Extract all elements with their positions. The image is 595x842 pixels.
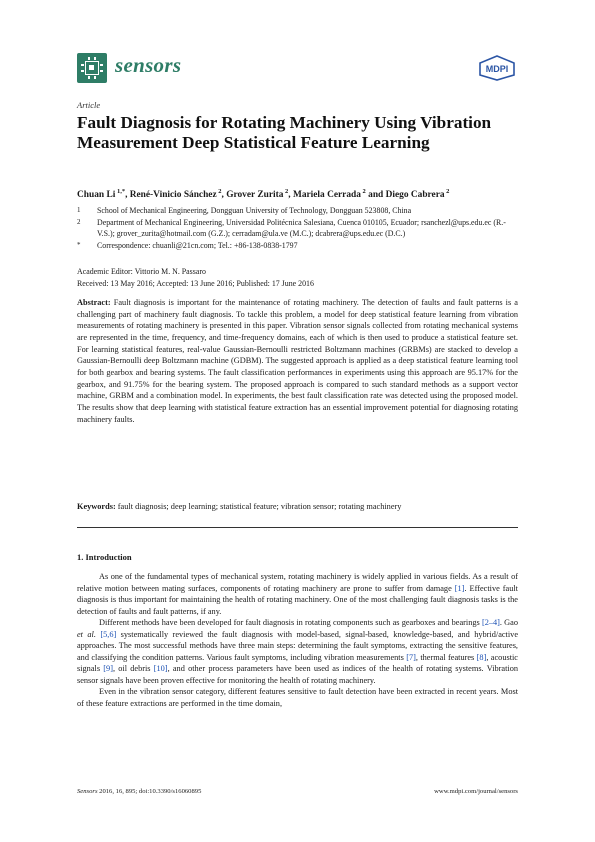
affiliation-item — [77, 217, 517, 240]
author-affiliation-mark: 2 — [360, 188, 366, 195]
body-paragraph: Even in the vibration sensor category, different features sensitive to fault detection have been extracted in recent years. Most of these feature extractions are performed in the time domain, — [77, 687, 518, 709]
citation-link[interactable]: [5,6] — [100, 629, 117, 639]
author-affiliation-mark: 2 — [444, 188, 450, 195]
affiliation-text: Correspondence: chuanli@21cn.com; Tel.: +86-138-0838-1797 — [97, 240, 298, 250]
sensors-logo-icon — [77, 53, 107, 83]
affiliation-item — [77, 240, 517, 252]
affiliation-text: School of Mechanical Engineering, Dongguan University of Technology, Dongguan 523808, China — [97, 206, 412, 215]
academic-editor: Academic Editor: Vittorio M. N. Passaro — [77, 267, 206, 276]
mdpi-logo-text: MDPI — [485, 64, 509, 74]
affiliation-text: Department of Mechanical Engineering, Universidad Politécnica Salesiana, Cuenca 010105, Ecuador; rsanchezl@ups.edu.ec (R.-V.S.); grover_zurita@hotmail.com (G.Z.); cerradam@ula.ve (M.C.); dcabrera@ups.edu.ec (D.C.) — [97, 217, 506, 239]
author-affiliation-mark: 2 — [216, 188, 222, 195]
affiliation-mark: 1 — [77, 206, 81, 214]
footer-doi: 2016, 16, 895; doi:10.3390/s16060895 — [97, 788, 202, 795]
citation-link[interactable]: [8] — [476, 652, 487, 662]
paper-title: Fault Diagnosis for Rotating Machinery Using Vibration Measurement Deep Statistical Feature Learning — [77, 113, 492, 152]
footer-citation — [77, 788, 201, 795]
mdpi-logo-icon — [477, 55, 517, 81]
keywords-label: Keywords: — [77, 502, 116, 511]
citation-link[interactable]: [1] — [454, 583, 465, 593]
affiliation-item — [77, 205, 517, 217]
footer-url: www.mdpi.com/journal/sensors — [434, 788, 518, 795]
citation-link[interactable]: [2–4] — [481, 618, 500, 628]
body-paragraph: Different methods have been developed for fault diagnosis in rotating components such as gearboxes and bearings [2–4]. Gao et al. [5,6] systematically reviewed the fault diagnosis with model-based, signal-based, knowledge-based, and hybrid/active approaches. The most successful methods have three main steps: determining the fault symptoms, extracting the sensitive features, and classifying the condition patterns. Various fault symptoms, including vibration measurements [7], thermal features [8], acoustic signals [9], oil debris [10], and other process parameters have been used as indices of the health of rotating systems. Vibration sensor signals have been proven effective for monitoring the health of rotating machinery. — [77, 618, 518, 685]
article-meta — [77, 266, 314, 289]
abstract-text: Fault diagnosis is important for the maintenance of rotating machinery. The detection of faults and fault patterns is a challenging part of machinery fault diagnosis. To tackle this problem, a model for deep statistical feature learning from vibration measurements of rotating machinery is presented in this paper. Vibration sensor signals collected from rotating mechanical systems are represented in the time, frequency, and time-frequency domains, each of which is then used to produce a statistical feature set. For learning statistical features, real-value Gaussian-Bernoulli restricted Boltzmann machines (GRBMs) are stacked to develop a Gaussian-Bernoulli deep Boltzmann machine (GDBM). The suggested approach is applied as a deep statistical feature learning tool for both gearbox and bearing systems. The fault classification performances in experiments using this approach are 95.17% for the gearbox, and 91.75% for the bearing system. The proposed approach is compared to such standard methods as a support vector machine, GRBM and a combination model. In experiments, the best fault classification rate was detected using the proposed model. The results show that deep learning with statistical feature extraction has an essential improvement potential for diagnosing rotating machinery faults. — [77, 298, 518, 424]
citation-link[interactable]: [10] — [153, 664, 168, 674]
footer-journal: Sensors — [77, 788, 98, 795]
article-dates: Received: 13 May 2016; Accepted: 13 June 2016; Published: 17 June 2016 — [77, 278, 314, 288]
abstract — [77, 297, 518, 425]
author-name: Chuan Li — [77, 190, 116, 201]
section-heading: 1. Introduction — [77, 552, 132, 562]
keywords — [77, 501, 518, 513]
author-affiliation-mark: 2 — [283, 188, 289, 195]
divider — [77, 527, 518, 528]
affiliation-mark: 2 — [77, 217, 81, 226]
introduction-body — [77, 571, 518, 710]
keywords-text: fault diagnosis; deep learning; statistical feature; vibration sensor; rotating machinery — [117, 502, 402, 511]
article-type: Article — [77, 100, 101, 110]
author-name: Diego Cabrera — [385, 190, 445, 201]
journal-name: sensors — [115, 53, 182, 77]
author-list: Chuan Li $^{1,*}$, René-Vinicio Sánchez $^2$, Grover Zurita $^2$, Mariela Cerrada $^2$ and Diego Cabrera $^2$ — [77, 188, 450, 201]
abstract-label: Abstract: — [77, 298, 111, 307]
author-name: René-Vinicio Sánchez — [129, 190, 217, 201]
affiliation-mark: * — [77, 240, 81, 249]
body-paragraph: As one of the fundamental types of mechanical system, rotating machinery is widely applied in various fields. As a result of relative motion between mating surfaces, components of rotating machinery are prone to suffer from damage [1]. Effective fault diagnosis is thus important for maintaining the health of rotating machinery. One of the most challenging fault diagnosis tasks is the detection of faults and fault patterns, if any. — [77, 572, 518, 616]
author-affiliation-mark: 1,* — [115, 188, 126, 195]
citation-link[interactable]: [9] — [103, 664, 113, 674]
citation-link[interactable]: [7] — [406, 652, 416, 662]
author-name: Grover Zurita — [226, 190, 284, 201]
affiliations — [77, 205, 517, 251]
author-name: Mariela Cerrada — [292, 190, 361, 201]
